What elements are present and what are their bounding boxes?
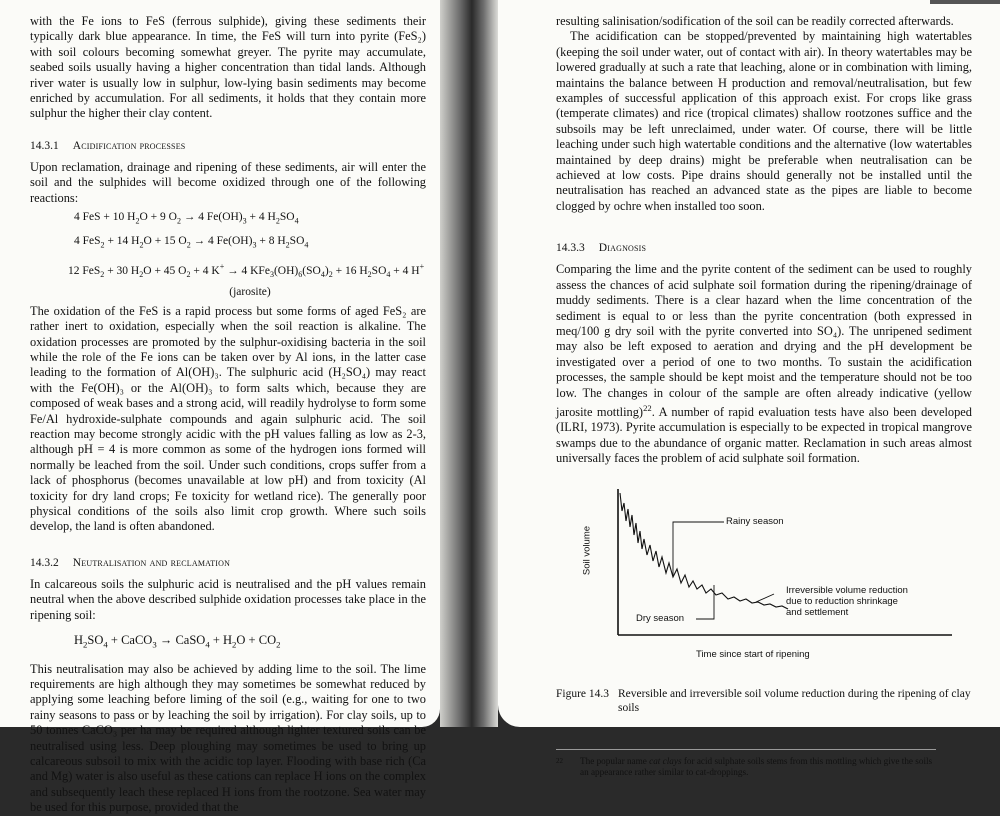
left-page [0,0,440,815]
footnote-number: 22 [556,756,563,765]
jarosite-label: (jarosite) [229,285,271,298]
section-title: Neutralisation and reclamation [72,556,231,569]
section-number: 14.3.2 [30,556,59,569]
footnote-ref: 22 [643,402,652,413]
figure-caption-text: Reversible and irreversible soil volume reduction during the ripening of clay soils [618,687,971,714]
y-axis-label: Soil volume [581,525,593,575]
figure-number: Figure 14.3 [556,687,610,700]
section-title: Diagnosis [598,242,647,255]
section-title: Acidification processes [72,139,186,152]
acidification-paragraph-1: Upon reclamation, drainage and ripening of these sediments, air will enter the soil and the sulphides will become oxidized through one of the following reactions: [30,159,426,205]
acidification-paragraph-2: The oxidation of the FeS is a rapid process but some forms of aged FeS₂ are rather inert to oxidation, especially when the soil reaction is alkaline. The oxidation processes are promoted by the sulphur-oxidising bacteria in the soil while the role of the Fe ions can be taken over by Al ions, in the latter case leading to the formation of Al(OH)₃. The sulphuric acid (H₂SO₄) may react with the Fe(OH)₃ or the Al(OH)₃ to form salts which, because they are composed of weak bases and a strong acid, will readily hydrolyse to form some Fe/Al hydroxide-sulphate compounds and again sulphuric acid. The soil reaction may become strongly acidic with the pH values falling as low as 2-3, although pH = 4 is more common as some of the hydrogen ions formed will normally be leached from the soil. Under such conditions, crops suffer from a lack of phosphorus (becomes unavailable at low pH) and from toxicity (Al toxicity for dry land crops; Fe toxicity for wetland rice). The generally poor physical conditions of the soils also limit crop growth. Where such soils develop, the land is often abandoned. [30,303,426,534]
continuation-paragraph: resulting salinisation/sodification of the soil can be readily corrected afterwards. [556,14,954,28]
figure-soil-volume [556,489,970,669]
rainy-season-leader [673,522,724,577]
section-heading-14-3-1 [30,140,426,152]
section-heading-14-3-2 [30,557,426,569]
irreversible-leader [756,594,774,602]
footnote [556,749,936,778]
running-header-strip [930,0,1000,4]
irreversible-label: Irreversible volume reduction due to reduction shrinkage and settlement [786,584,908,618]
dry-season-label: Dry season [636,612,685,624]
prevention-paragraph: The acidification can be stopped/prevented by maintaining high watertables (keeping the soil under water, out of contact with air). In theory watertables may be lowered gradually at such a rate that leaching, alone or in combination with liming, maintains the balance between H production and removal/neutralisation, but few examples of successful application of this approach exist. For crops like grass (temperate climates) and rice (tropical climates) shallow rootzones suffice and the subsoils may be left unreclaimed, under water. Of course, there will be little leaching under such high watertable conditions and the alternative (low watertables maintained by deep drains) might be preferable when neutralisation can be achieved at low costs. Pipe drains should generally not be installed until the neutralisation has reached an advanced state as the pipes are liable to become clogged by ochre when installed too soon. [556,29,972,213]
book-gutter [440,0,498,727]
oxidation-equations [68,210,426,300]
section-number: 14.3.1 [30,139,59,152]
footnote-text: The popular name cat clays for acid sulphate soils stems from this mottling which give the soils an appearance rather similar to cat-droppings. [580,755,933,777]
equation-2: 4 FeS$_2$ + 14 $H_2O + 15$ $O_2 \to 4$ $Fe(OH)_3 + 8$ $H_2SO_4$ [74,235,309,250]
neutralisation-paragraph-2: This neutralisation may also be achieved by adding lime to the soil. The lime requirements are high although they may sometimes be somewhat reduced by applying some leaching before liming of the soil (e.g., waiting for one to two rainy seasons to pass or by leaching the soil by irrigation). For clay soils, up to 50 tonnes CaCO₃ per ha may be required although lighter textured soils can be neutralised using less. Deep ploughing may sometimes be used to bring up calcareous subsoil to mix with the acidic top layer. Flooding with base rich (Ca and Mg) water is also useful as these cations can replace H ions on the complex and subsequently leach these replaced H ions from the rootzone. Sea water may be used for this purpose, provided that the [30,661,426,815]
diagnosis-paragraph: Comparing the lime and the pyrite content of the sediment can be used to roughly assess the chances of acid sulphate soil formation during the ripening/drainage of muddy sediments. There is a clear hazard when the lime concentration of the sediment is equal to or less than the pyrite concentration (both expressed in meq/100 g dry soil with the pyrite converted into SO₄). The unripened sediment may also be left exposed to aeration and drying and the pH development be investigated over a period of one to two months. To sustain the acidification processes, the sample should be kept moist and the temperature should not be too low. The changes in colour of the sample are often already indicative (yellow jarosite mottling)$^{22}$. A number of rapid evaluation tests have also been developed (ILRI, 1973). Pyrite accumulation is especially to be expected in tropical mangrove swamps due to the abundance of organic matter. Reclamation in such areas almost universally faces the problem of acid sulphate soil formation. [556,262,972,466]
x-axis-label: Time since start of ripening [696,648,810,660]
neutralisation-equation: $H_2SO_4$ + CaCO$_3$ → CaSO$_4$ + $H_2O + CO_2$ [74,633,281,650]
section-heading-14-3-3 [556,242,972,254]
equation-3: 12 FeS$_2$ + 30 $H_2O + 45$ $O_2 + 4$ K+ → 4 $KFe_3(OH)_6(SO_4)_2 + 16$ $H_2SO_4 + 4$ H+ [68,261,425,279]
neutralisation-paragraph-1: In calcareous soils the sulphuric acid is neutralised and the pH values remain neutral when the above described sulphide oxidation processes take place in the ripening soil: [30,576,426,622]
rainy-season-label: Rainy season [726,515,784,527]
section-number: 14.3.3 [556,242,585,255]
right-page [498,0,1000,777]
equation-1: 4 FeS + 10 $H_2O + 9$ $O_2 \to 4$ $Fe(OH)_3 + 4$ $H_2SO_4$ [74,211,299,226]
figure-caption [556,687,972,715]
intro-paragraph: with the Fe ions to FeS (ferrous sulphide), giving these sediments their typically dark blue appearance. In time, the FeS will turn into pyrite (FeS₂) with soil colours becoming somewhat greyer. The pyrite may accumulate, seabed soils usually having a higher concentration than tidal lands. Although river water is usually low in sulphur, low-lying basin sediments may become enriched by accumulation. For all sediments, it holds that they contain more sulphur the higher their clay content. [30,14,426,121]
soil-volume-curve [620,493,788,609]
